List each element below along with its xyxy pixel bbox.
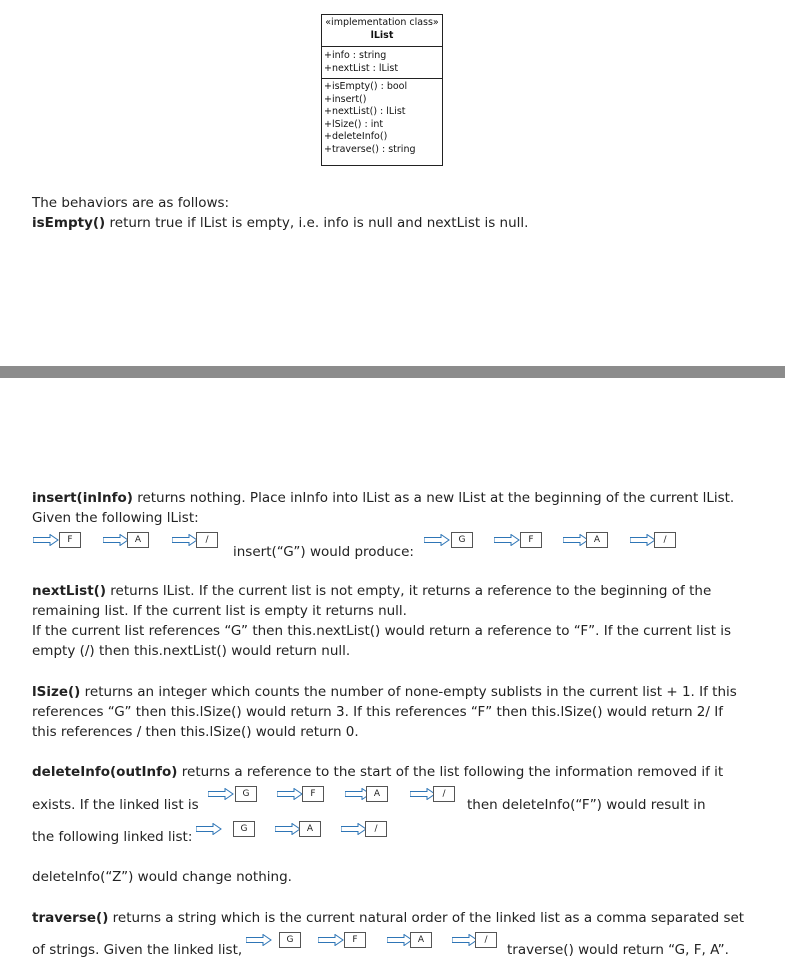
insert-desc: returns nothing. Place inInfo into lList as a new lList at the beginning of the current lList. <box>132 490 735 506</box>
list-arrow <box>424 534 450 546</box>
insert-given: Given the following lList: <box>32 510 199 526</box>
traverse-line-1 <box>32 908 744 928</box>
isempty-paragraph <box>32 213 528 233</box>
deleteinfo-then-text: then deleteInfo(“F”) would result in <box>467 797 706 813</box>
list-node: A <box>410 932 432 948</box>
list-node: G <box>451 532 473 548</box>
insert-paragraph <box>32 488 734 508</box>
lsize-desc: returns an integer which counts the number of none-empty sublists in the current list + 1. If this <box>80 684 737 700</box>
uml-stereotype: «implementation class» <box>325 17 439 28</box>
lsize-line-2: references “G” then this.lSize() would return 3. If this references “F” then this.lSize() would return 2/ If <box>32 704 723 720</box>
traverse-result-text: traverse() would return “G, F, A”. <box>507 942 729 958</box>
deleteinfo-method: deleteInfo(outInfo) <box>32 764 178 780</box>
deleteinfo-desc: returns a reference to the start of the list following the information removed if it <box>177 764 724 780</box>
uml-class-box <box>321 14 443 166</box>
uml-operation: +lSize() : int <box>324 118 384 130</box>
traverse-desc: returns a string which is the current natural order of the linked list as a comma separated set <box>108 910 745 926</box>
list-arrow <box>196 823 222 835</box>
list-arrow <box>208 788 234 800</box>
lsize-line-3: this references / then this.lSize() would return 0. <box>32 724 359 740</box>
deleteinfo-line-1 <box>32 762 723 782</box>
list-node: / <box>365 821 387 837</box>
list-node: / <box>475 932 497 948</box>
nextlist-line-4: empty (/) then this.nextList() would return null. <box>32 643 351 659</box>
uml-operation: +isEmpty() : bool <box>324 81 408 92</box>
intro-line: The behaviors are as follows: <box>32 195 230 211</box>
list-node: / <box>433 786 455 802</box>
uml-attribute: +nextList : lList <box>324 62 399 74</box>
uml-attribute: +info : string <box>324 50 387 61</box>
list-node: / <box>654 532 676 548</box>
deleteinfo-exists-text: exists. If the linked list is <box>32 797 199 813</box>
traverse-given-text: of strings. Given the linked list, <box>32 942 243 958</box>
uml-class-name: lList <box>370 29 394 41</box>
list-arrow <box>33 534 59 546</box>
list-node: / <box>196 532 218 548</box>
uml-operation: +nextList() : lList <box>324 106 406 118</box>
nextlist-method: nextList() <box>32 583 106 599</box>
list-arrow <box>246 934 272 946</box>
deleteinfo-following-text: the following linked list: <box>32 829 193 845</box>
page-divider <box>0 366 785 378</box>
list-arrow <box>341 823 367 835</box>
list-node: F <box>59 532 81 548</box>
lsize-method: lSize() <box>32 684 81 700</box>
traverse-method: traverse() <box>32 910 109 926</box>
insert-method: insert(inInfo) <box>32 490 133 506</box>
uml-header <box>322 15 442 47</box>
list-node: A <box>127 532 149 548</box>
list-arrow <box>277 788 303 800</box>
uml-operation: +deleteInfo() <box>324 131 388 143</box>
list-node: F <box>344 932 366 948</box>
list-node: F <box>302 786 324 802</box>
insert-call-text: insert(“G”) would produce: <box>233 544 414 560</box>
list-node: A <box>366 786 388 802</box>
nextlist-desc: returns lList. If the current list is not empty, it returns a reference to the beginning of the <box>106 583 712 599</box>
uml-operations <box>322 79 442 157</box>
uml-operation: +traverse() : string <box>324 143 416 155</box>
list-arrow <box>275 823 301 835</box>
nextlist-line-3: If the current list references “G” then this.nextList() would return a reference to “F”. If the current list is <box>32 623 732 639</box>
list-arrow <box>103 534 129 546</box>
uml-operation: +insert() <box>324 93 367 105</box>
isempty-desc: return true if lList is empty, i.e. info is null and nextList is null. <box>105 215 529 231</box>
list-node: G <box>279 932 301 948</box>
isempty-method: isEmpty() <box>32 215 106 231</box>
list-node: G <box>235 786 257 802</box>
lsize-line-1 <box>32 682 737 702</box>
list-node: G <box>233 821 255 837</box>
list-arrow <box>494 534 520 546</box>
list-arrow <box>318 934 344 946</box>
list-node: A <box>299 821 321 837</box>
list-arrow <box>172 534 198 546</box>
list-node: F <box>520 532 542 548</box>
uml-attributes <box>322 47 442 79</box>
nextlist-line-1 <box>32 581 711 601</box>
nextlist-line-2: remaining list. If the current list is empty it returns null. <box>32 603 407 619</box>
list-node: A <box>586 532 608 548</box>
deleteinfo-nochange: deleteInfo(“Z”) would change nothing. <box>32 869 292 885</box>
list-arrow <box>630 534 656 546</box>
